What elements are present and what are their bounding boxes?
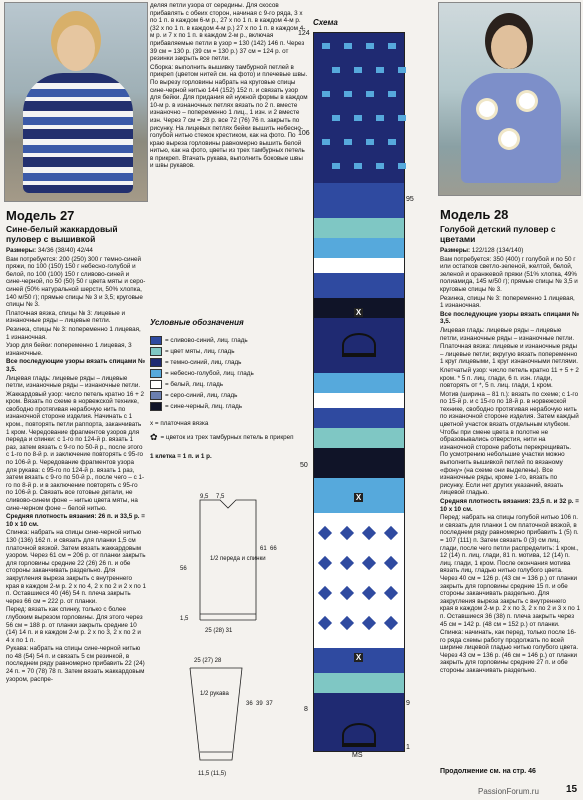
model-28-subtitle: Голубой детский пуловер с цветами (440, 224, 556, 244)
chart-motif (332, 115, 340, 121)
legend-item (150, 358, 241, 367)
dim-label: 37 (266, 701, 273, 707)
chart-band (314, 393, 404, 408)
chart-band (314, 258, 404, 273)
dim-label: 66 (270, 546, 277, 552)
middle-text (150, 2, 308, 300)
model-27-paragraph: Все последующие узоры вязать спицами № 3,5. (6, 358, 146, 373)
model-28-paragraph: Лицевая гладь: лицевые ряды – лицевые петли, изнаночные ряды – изнаночные петли. (440, 326, 575, 342)
chart-band (314, 273, 404, 298)
model-27-sizes: 34/36 (38/40) 42/44 (37, 247, 93, 254)
model-28-sweater (461, 73, 561, 183)
model-27-sizes-label: Размеры: (6, 247, 37, 254)
chart-motif (322, 91, 330, 97)
row-label: 95 (406, 196, 414, 203)
dim-label: 11,5 (11,5) (198, 771, 227, 777)
row-label: 9 (406, 700, 410, 707)
row-label: 124 (298, 30, 310, 37)
chart-motif (366, 43, 374, 49)
model-27-paragraph: Платочная вязка, спицы № 3: лицевые и изнаночные ряды – лицевые петли. (6, 309, 125, 325)
dim-label: 36 (246, 701, 253, 707)
dim-label: 25 (27) 28 (194, 658, 222, 664)
legend-swatch (150, 369, 162, 378)
legend-label: = небесно-голубой, лиц. гладь (165, 370, 254, 377)
legend-label: = белый, лиц. гладь (165, 381, 224, 388)
model-27-paragraph: Лицевая гладь: лицевые ряды – лицевые петли, изнаночные ряды – изнаночные петли. (6, 374, 141, 390)
chart-motif (398, 67, 406, 73)
garment-diagrams (150, 490, 310, 790)
chart-motif (332, 163, 340, 169)
cross-marker: X (355, 493, 362, 502)
model-28-head (491, 25, 527, 69)
dim-label: 56 (180, 566, 187, 572)
model-28-paragraph: Платочная вязка: лицевые и изнаночные ряды – лицевые петли; вкругую вязать попеременно 1 круг лицевыми, 1 круг изнаночными петлями. (440, 343, 578, 366)
dim-label: 25 (28) 31 (205, 628, 233, 634)
model-28-photo (438, 2, 581, 196)
model-27-paragraph: Перед: вязать как спинку, только с более глубоким вырезом горловины. Для этого через 56 см = 188 р. от планки закрыть средние 10 (14) 14 п. и в каждом 2-м р. 2 х по 3, 2 х по 2 и 4 х по 1 п. (6, 606, 143, 644)
legend-label: = сине-черный, лиц. гладь (165, 403, 243, 410)
legend-item (150, 391, 237, 400)
chart-motif (322, 43, 330, 49)
row-label: 1 (406, 744, 410, 751)
chart-motif (398, 163, 406, 169)
legend-item (150, 347, 234, 356)
legend-label: = серо-синий, лиц. гладь (165, 392, 238, 399)
model-27-sweater (23, 73, 133, 193)
legend-title: Условные обозначения (150, 318, 244, 327)
legend-flower-note: ✿ = цветок из трех тамбурных петель в прикреп (150, 432, 294, 442)
watermark: PassionForum.ru (478, 787, 539, 796)
legend-label: = темно-синий, лиц. гладь (165, 359, 242, 366)
model-28-text (440, 247, 580, 759)
ms-label: MS (352, 752, 363, 759)
chart-band (314, 673, 404, 693)
chart-motif (354, 115, 362, 121)
chart-band (314, 218, 404, 238)
chart-band (314, 408, 404, 428)
chart-band (314, 428, 404, 448)
chart-band (314, 238, 404, 258)
legend-item (150, 369, 254, 378)
chart-motif (344, 139, 352, 145)
knitting-chart (313, 32, 405, 752)
model-27-paragraph: Вам потребуется: 200 (250) 300 г темно-синей пряжи, по 100 (150) 150 г небесно-голубой и белой, по 100 (100) 150 г сливово-синей и сине-черной, по 50 (50) 50 г цвета мяты и серо-синей (50% натуральной шерсти, 50% хлопка, 140 м/50 г); прямые спицы № 3 и 3,5; круговые спицы № 3. (6, 255, 146, 309)
model-28-paragraph: Резинка, спицы № 3: попеременно 1 лицевая, 1 изнаночная. (440, 294, 575, 310)
chart-motif (344, 43, 352, 49)
dim-label: 39 (256, 701, 263, 707)
model-27-photo (4, 2, 148, 202)
legend-swatch (150, 402, 162, 411)
legend-item (150, 402, 242, 411)
middle-paragraph: Сборка: выполнить вышивку тамбурной петлей в прикреп (цветом нитей см. на фото) и плечевые швы. По вырезу горловины набрать на круговые спицы сине-черной нитью 144 (152) 152 п. и связать узор для бейки. Для придания ей нужной формы в каждом 10-м р. в изнаночных петлях вязать по 2 п. вместе изнаночно – попеременно 1 лиц., 1 изн. и 2 вместе изн. Через 7 см = 28 р. все 72 (76) 76 п. закрыть по рисунку. На лицевых петлях бейки вышить небесно-голубой нитью стежок крестиком, как на фото. По краю выреза горловины равномерно вышить белой нитью, как на фото, цветы из трех тамбурных петель в прикреп. Втачать рукава, выполнить боковые швы и швы рукавов. (150, 63, 308, 170)
sleeve-outline (190, 668, 242, 760)
chart-motif (366, 139, 374, 145)
model-28-paragraph: Все последующие узоры вязать спицами № 3,5. (440, 310, 580, 326)
legend-cell-note: 1 клетка = 1 п. и 1 р. (150, 453, 212, 460)
model-28-paragraph: Клетчатый узор: число петель кратно 11 + 5 + 2 кром. * 5 п. лиц. глади, 6 п. изн. глади, повторять от *, 5 п. лиц. глади, 1 кром. (440, 366, 579, 390)
dim-label: 61 (260, 546, 267, 552)
chart-band (314, 448, 404, 478)
chart-band (314, 33, 404, 183)
legend-swatch (150, 380, 162, 389)
chart-motif (354, 163, 362, 169)
model-28-paragraph: Средняя плотность вязания: 23,5 п. и 32 р. = 10 х 10 см. (440, 498, 579, 513)
chart-band (314, 373, 404, 393)
front-label: 1/2 переда и спинки (210, 556, 266, 562)
chart-motif (322, 139, 330, 145)
model-27-head (57, 25, 95, 71)
model-28-paragraph: Перед: набрать на спицы голубой нитью 106 п. и связать для планки 1 см платочной вязкой, в последнем ряду равномерно прибавить 1 (5) п. = 107 (111) п. Затем связать 0 (3) см лиц. глади, после чего петли распределить: 1 кром., 12 (14) п. лиц. глади, 81 п. мотива, 12 (14) п. лиц. глади, 1 кром. После окончания мотива вязать лиц. гладью нитью голубого цвета. Через 40 см = 126 р. (43 см = 136 р.) от планки закрыть для горловины средние 15 п. и обе стороны заканчивать раздельно. Для закругления выреза закрыть с внутреннего края в каждом 2-м р. 2 х по 3, 2 х по 2 и 3 х по 1 п. Оставшиеся 36 (38) п. плеча закрыть через 45 см = 142 р. (48 см = 152 р.) от планки. (440, 514, 580, 628)
flower-icon (519, 93, 535, 109)
chart-motif (398, 115, 406, 121)
chart-motif (366, 91, 374, 97)
row-label: 106 (298, 130, 310, 137)
chart-motif (332, 67, 340, 73)
model-27-heading: Модель 27 (6, 208, 75, 223)
continued-note: Продолжение см. на стр. 46 (440, 768, 536, 775)
legend-swatch (150, 347, 162, 356)
dim-label: 7,5 (216, 494, 225, 500)
flower-icon (479, 101, 495, 117)
chart-motif (344, 91, 352, 97)
model-27-text (6, 247, 146, 797)
legend-cross-note: х = платочная вязка (150, 420, 209, 427)
flower-icon (342, 333, 376, 357)
chart-motif (376, 115, 384, 121)
model-28-sizes-label: Размеры: (440, 247, 471, 254)
model-27-subtitle: Сине-белый жаккардовый пуловер с вышивкой (6, 224, 118, 244)
model-28-heading: Модель 28 (440, 207, 509, 222)
model-28-paragraph: Мотив (ширина – 81 п.): вязать по схеме; с 1-го по 15-й р. и с 15-го по 18-й р. в норвежской технике, свободно протягивая нерабочую нить по изнаночной стороне изделия. Затем каждый цветной участок вязать отдельным клубком. Чтобы при смене цвета в полотне не образовывались отверстия, нити на изнаночной стороне работы перекрещивать. По усмотрению небольшие участки можно выполнить вышивкой петлей по вязаному «фону» (на схеме они выделены). Все изнаночные ряды, кроме 1-го, вязать по рисунку. Если нет других указаний, вязать лицевой гладью. (440, 390, 579, 497)
legend-label: = цвет мяты, лиц. гладь (165, 348, 235, 355)
model-27-paragraph: Жаккардовый узор: число петель кратно 16 + 2 кром. Вязать по схеме в норвежской технике, свободно протягивая нерабочую нить по изнаночной стороне изделия. Начинать с 1 кром., повторять петли раппорта, заканчивать 1 кром. Чередование фрагментов узоров для переда и спинки: с 1-го по 124-й р. вязать 1 раз, затем вязать с 9-го по 50-й р., после этого с 1-го по 8-й р. и заключение повторять с 95-го по 106-й р. Чередование фрагментов узора для рукава: с 95-го по 124-й р. вязать 1 раз, затем вязать с 9-го по 50-й р., после чего – с 1-го по 8-й р. и в заключение повторять с 95-го по 106-й р. Связать все готовые детали, не сливово-синем фоне – нитью цвета мяты, на сине-черном фоне – белой нитью. (6, 390, 145, 512)
cross-marker: X (355, 308, 362, 317)
flower-icon: ✿ (150, 432, 158, 442)
model-28-sizes: 122/128 (134/140) (471, 247, 524, 254)
dim-label: 1,5 (180, 616, 189, 622)
legend-label: = сливово-синий, лиц. гладь (165, 337, 248, 344)
chart-band (314, 183, 404, 218)
chart-motif (388, 139, 396, 145)
legend-item (150, 380, 223, 389)
chart-motif (388, 91, 396, 97)
flower-icon (342, 723, 376, 747)
model-27-paragraph: Резинка, спицы № 3: попеременно 1 лицевая, 1 изнаночная. (6, 325, 141, 341)
legend-item (150, 336, 248, 345)
model-28-paragraph: Спинка: начинать, как перед, только после 16-го ряда схемы работу продолжать по всей ширине лицевой гладью нитью голубого цвета. Через 43 см = 136 р. (46 см = 146 р.) от планки закрыть для горловины средние 27 п. и обе стороны заканчивать раздельно. (440, 629, 579, 675)
neckline-outline (200, 500, 256, 510)
legend-swatch (150, 391, 162, 400)
chart-motif (376, 163, 384, 169)
chart-motif (354, 67, 362, 73)
legend-swatch (150, 336, 162, 345)
row-label: 8 (304, 706, 308, 713)
dim-label: 9,5 (200, 494, 209, 500)
sleeve-label: 1/2 рукава (200, 691, 229, 697)
model-27-paragraph: Рукава: набрать на спицы сине-черной нитью по 48 (54) 54 п. и связать 5 см резинкой, в последнем ряду равномерно прибавить 22 (24) 24 п. = 70 (78) 78 п. Затем вязать жаккардовым узором, распре- (6, 645, 145, 683)
model-27-paragraph: Узор для бейки: попеременно 1 лицевая, 3 изнаночные. (6, 342, 132, 357)
flower-icon (501, 131, 517, 147)
model-28-paragraph: Вам потребуется: 350 (400) г голубой и по 50 г или остатков светло-зеленой, желтой, белой, зеленой и оранжевой пряжи (51% хлопка, 49% полиамида, 145 м/50 г); прямые спицы № 3,5 и круговые спицы № 3. (440, 255, 578, 293)
chart-motif (388, 43, 396, 49)
model-27-paragraph: Средняя плотность вязания: 26 п. и 33,5 р. = 10 х 10 см. (6, 513, 145, 528)
legend-swatch (150, 358, 162, 367)
row-label: 50 (300, 462, 308, 469)
page-number: 15 (566, 784, 578, 795)
middle-paragraph: деляя петли узора от середины. Для скосов прибавлять с обеих сторон, начиная с 9-го ряда, 3 х по 1 п. в каждом 6-м р., 27 х по 1 п. в каждом 4-м р. (32 х по 1 п. в каждом 4-м р.) 27 х по 1 п. в каждом 4-м р. и 7 х по 1 п. в каждом 2-м р., включая прибавляемые петли в узор = 130 (142) 146 п. Через 39 см = 130 р. (39 см = 130 р.) 37 см = 124 р. от резинки закрыть все петли. (150, 2, 306, 63)
schema-title: Схема (313, 18, 338, 27)
cross-marker: X (355, 653, 362, 662)
model-27-paragraph: Спинка: набрать на спицы сине-черной нитью 130 (136) 162 п. и связать для планки 1,5 см платочной вязкой. Затем вязать жаккардовым узором. Через 61 см = 206 р. от планки закрыть для горловины средние 22 (26) 26 п. и обе стороны заканчивать раздельно. Для закругления выреза закрыть с внутреннего края в каждом 2-м р. 2 х по 4, 2 х по 2 и 2 х по 1 п. Оставшиеся 40 (46) 54 п. плеча закрыть через 66 см = 222 р. от планки. (6, 529, 146, 605)
chart-motif (376, 67, 384, 73)
